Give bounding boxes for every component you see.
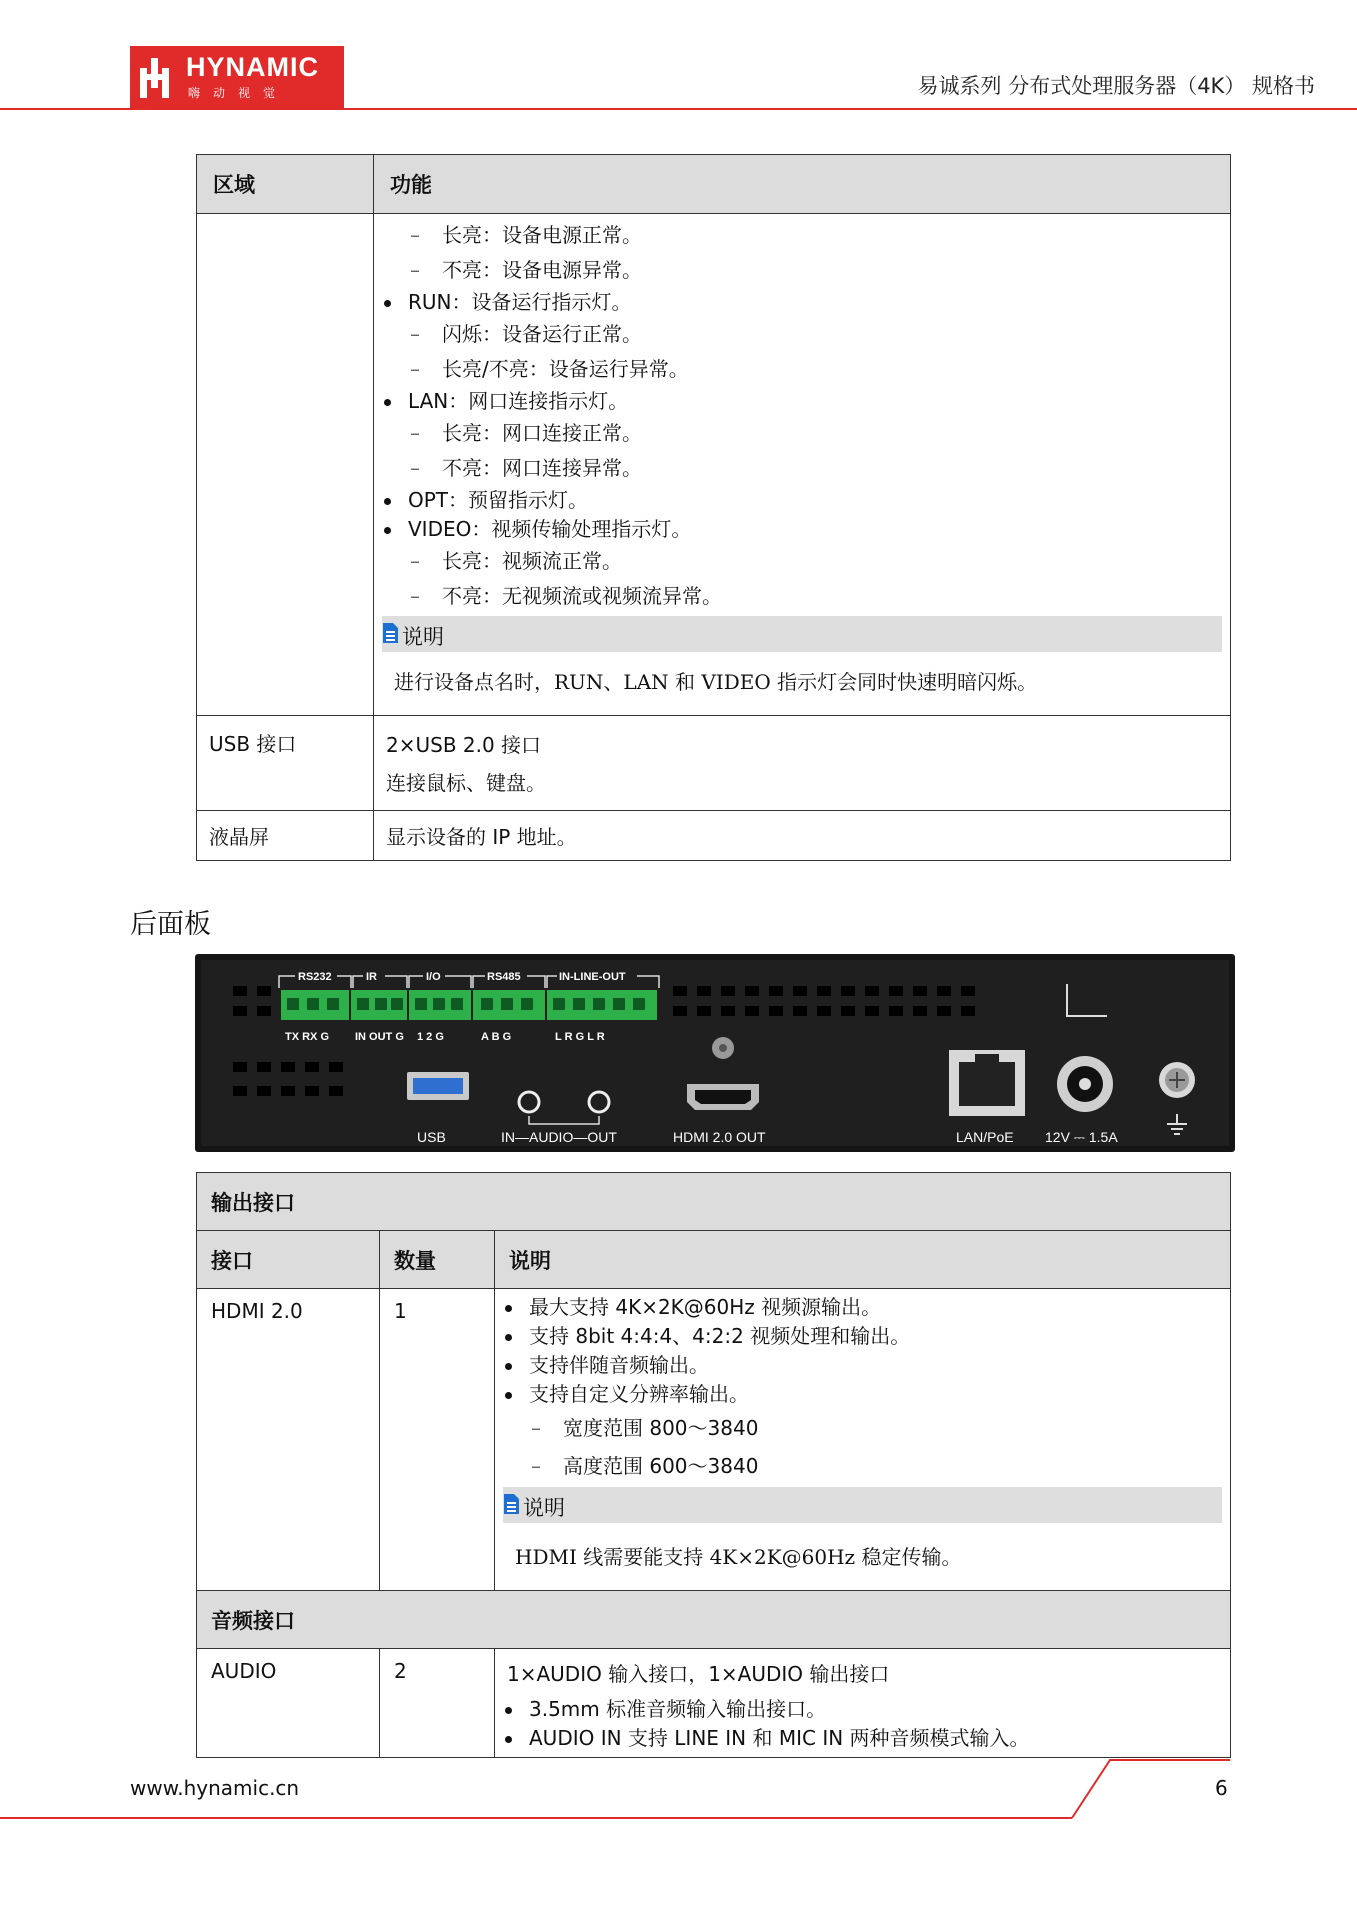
- section-title-rear-panel: 后面板: [130, 909, 211, 940]
- list-item: – 不亮：网口连接异常。: [374, 451, 1230, 486]
- list-item: – 长亮/不亮：设备运行异常。: [374, 352, 1230, 387]
- list-item: VIDEO：视频传输处理指示灯。: [374, 515, 1230, 544]
- pin-labels: TX RX G: [285, 1031, 330, 1043]
- table-row: [197, 1649, 1231, 1758]
- power-list: [374, 218, 1230, 614]
- note-label: 说明: [523, 1496, 565, 1520]
- area-usb: USB 接口: [197, 716, 374, 811]
- list-item: 3.5mm 标准音频输入输出接口。: [495, 1695, 1230, 1724]
- section-header-row: [197, 1591, 1231, 1649]
- note-text: HDMI 线需要能支持 4K×2K@60Hz 稳定传输。: [515, 1545, 962, 1569]
- list-item: LAN：网口连接指示灯。: [374, 387, 1230, 416]
- table-row: [197, 716, 1231, 811]
- pin-labels: 1 2 G: [417, 1031, 444, 1043]
- list-item: AUDIO IN 支持 LINE IN 和 MIC IN 两种音频模式输入。: [495, 1724, 1230, 1753]
- audio-line1: 1×AUDIO 输入接口，1×AUDIO 输出接口: [507, 1662, 890, 1686]
- list-item: – 闪烁：设备运行正常。: [374, 317, 1230, 352]
- indicator-cell: [374, 214, 1231, 716]
- front-panel-table: [196, 154, 1231, 861]
- terminal-group-label: RS485: [487, 971, 521, 983]
- interface-desc: [495, 1649, 1231, 1758]
- document-title: 易诚系列 分布式处理服务器（4K） 规格书: [917, 74, 1315, 98]
- list-item: 支持 8bit 4:4:4、4:2:2 视频处理和输出。: [495, 1322, 1230, 1351]
- usb-line1: 2×USB 2.0 接口: [386, 733, 542, 757]
- table-row: [197, 1289, 1231, 1591]
- area-lcd: 液晶屏: [197, 811, 374, 861]
- lcd-desc: 显示设备的 IP 地址。: [374, 811, 1231, 861]
- port-label-power: 12V ⎓ 1.5A: [1045, 1129, 1118, 1145]
- terminal-group-label: RS232: [298, 971, 332, 983]
- note-document-icon: [382, 622, 399, 644]
- note-text: 进行设备点名时，RUN、LAN 和 VIDEO 指示灯会同时快速明暗闪烁。: [394, 670, 1038, 694]
- table-header-row: [197, 155, 1231, 214]
- list-item: – 不亮：设备电源异常。: [374, 253, 1230, 288]
- terminal-group-label: IR: [366, 971, 377, 983]
- port-label-hdmi: HDMI 2.0 OUT: [673, 1129, 766, 1145]
- list-item: RUN：设备运行指示灯。: [374, 288, 1230, 317]
- pin-labels: A B G: [481, 1031, 512, 1043]
- logo-name: HYNAMIC: [186, 52, 319, 82]
- col-area: 区域: [197, 155, 374, 214]
- section-header-row: [197, 1173, 1231, 1231]
- port-label-lan: LAN/PoE: [956, 1129, 1014, 1145]
- footer-decoration: [0, 1752, 1357, 1824]
- logo-mark-icon: [136, 54, 180, 102]
- terminal-group-label: I/O: [426, 971, 441, 983]
- port-label-usb: USB: [417, 1129, 446, 1145]
- col-interface: 接口: [197, 1231, 380, 1289]
- list-item: – 长亮：视频流正常。: [374, 544, 1230, 579]
- terminal-group-label: IN-LINE-OUT: [559, 971, 626, 983]
- note-header: [382, 616, 1222, 652]
- area-cell-empty: [197, 214, 374, 716]
- interface-count: 2: [380, 1649, 495, 1758]
- company-logo: [130, 46, 344, 110]
- table-row: [197, 811, 1231, 861]
- port-label-audio: IN—AUDIO—OUT: [501, 1129, 617, 1145]
- section-output: 输出接口: [197, 1173, 1231, 1231]
- interface-desc: [495, 1289, 1231, 1591]
- col-function: 功能: [374, 155, 1231, 214]
- pin-labels: L R G L R: [555, 1031, 605, 1043]
- col-desc: 说明: [495, 1231, 1231, 1289]
- note-document-icon: [503, 1493, 520, 1515]
- list-item: 支持自定义分辨率输出。: [495, 1380, 1230, 1409]
- list-item: 最大支持 4K×2K@60Hz 视频源输出。: [495, 1293, 1230, 1322]
- note-header: [503, 1487, 1222, 1523]
- header-divider: [0, 108, 1357, 110]
- list-item: OPT：预留指示灯。: [374, 486, 1230, 515]
- audio-feature-list: [495, 1695, 1230, 1753]
- table-header-row: [197, 1231, 1231, 1289]
- usb-desc: [374, 716, 1231, 811]
- rear-panel-illustration: [195, 954, 1235, 1152]
- interface-count: 1: [380, 1289, 495, 1591]
- list-item: – 长亮：设备电源正常。: [374, 218, 1230, 253]
- list-item: – 宽度范围 800～3840: [495, 1409, 1230, 1447]
- page-number: 6: [1215, 1776, 1228, 1800]
- section-audio: 音频接口: [197, 1591, 1231, 1649]
- col-count: 数量: [380, 1231, 495, 1289]
- logo-subtitle: 嗨动视觉: [188, 86, 289, 100]
- interfaces-table: [196, 1172, 1231, 1758]
- interface-name: AUDIO: [197, 1649, 380, 1758]
- footer-website: www.hynamic.cn: [130, 1776, 300, 1800]
- usb-line2: 连接鼠标、键盘。: [386, 771, 546, 795]
- list-item: – 长亮：网口连接正常。: [374, 416, 1230, 451]
- list-item: 支持伴随音频输出。: [495, 1351, 1230, 1380]
- interface-name: HDMI 2.0: [197, 1289, 380, 1591]
- pin-labels: IN OUT G: [355, 1031, 404, 1043]
- table-row: [197, 214, 1231, 716]
- list-item: – 不亮：无视频流或视频流异常。: [374, 579, 1230, 614]
- list-item: – 高度范围 600～3840: [495, 1447, 1230, 1485]
- note-label: 说明: [402, 625, 444, 649]
- hdmi-feature-list: [495, 1293, 1230, 1485]
